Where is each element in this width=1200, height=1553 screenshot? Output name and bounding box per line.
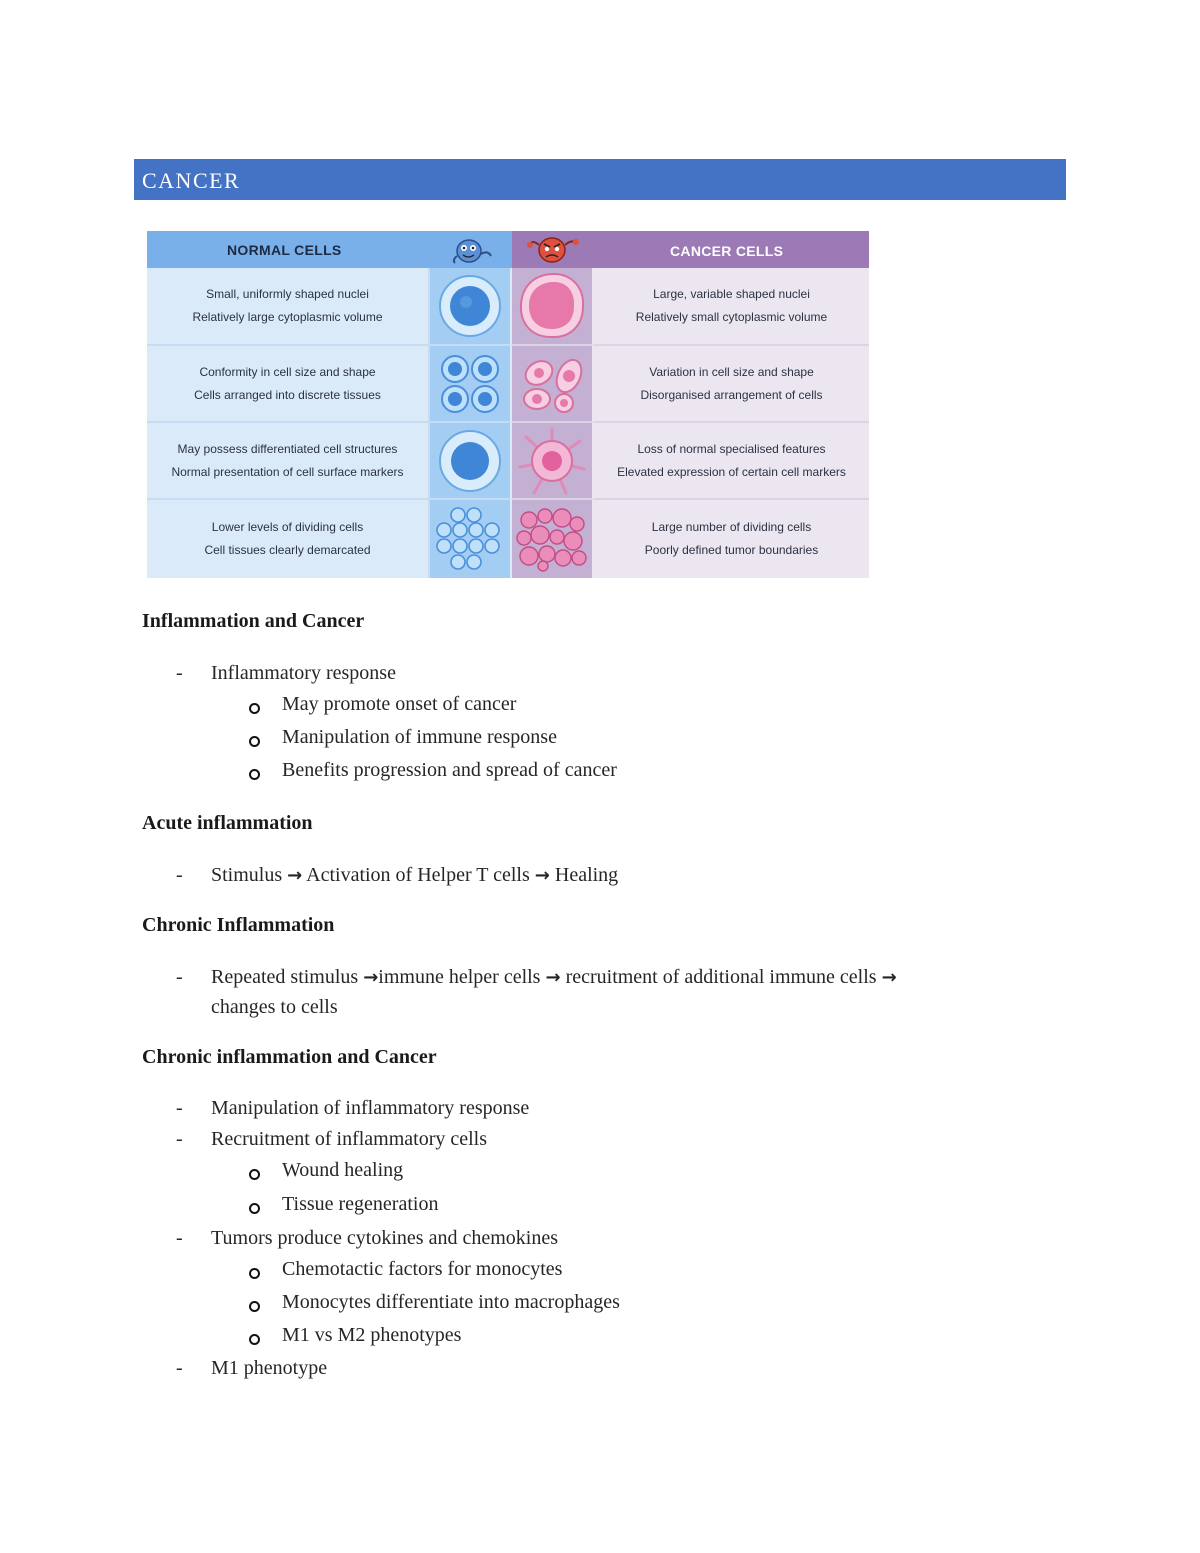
cancer-tissue-image [512,346,594,423]
cancer-row-3-text [594,423,869,500]
cancer-row-3-line-1: Loss of normal specialised features [637,441,826,456]
normal-row-4-line-2: Cell tissues clearly demarcated [204,543,371,557]
section-title: CANCER [142,168,241,193]
flow-step-text: recruitment of additional immune cells [560,966,882,988]
cancer-cells-title: CANCER CELLS [670,243,784,259]
sub-list-item: Manipulation of immune response [282,726,557,748]
differentiated-cell-icon [435,426,505,496]
list-item-continuation: changes to cells [211,996,338,1018]
circle-bullet-icon [249,1301,260,1312]
sub-list-item: Tissue regeneration [282,1193,439,1215]
dash-bullet: - [176,864,183,886]
sub-list-item: Wound healing [282,1159,404,1181]
cancer-undifferentiated-image [512,423,594,500]
circle-bullet-icon [249,1268,260,1279]
angry-cell-mascot-icon [526,233,582,266]
cancer-row-3-line-2: Elevated expression of certain cell markers [617,464,846,479]
dash-bullet: - [176,1227,183,1249]
normal-row-1-line-2: Relatively large cytoplasmic volume [192,310,383,324]
normal-cells-title: NORMAL CELLS [227,242,342,258]
circle-bullet-icon [249,1169,260,1180]
list-item: M1 phenotype [211,1357,328,1379]
right-arrow-icon: → [881,967,897,988]
list-item: Recruitment of inflammatory cells [211,1128,488,1150]
normal-differentiated-image [430,423,512,500]
cancer-row-1-line-1: Large, variable shaped nuclei [653,287,810,301]
section-title-banner [134,159,1066,200]
dash-bullet: - [176,662,183,684]
circle-bullet-icon [249,1334,260,1345]
cancer-nucleus-image [512,268,594,346]
normal-row-3-text [147,423,430,500]
variable-cells-icon [517,351,587,417]
list-item: Tumors produce cytokines and chemokines [211,1227,558,1249]
cancer-row-1-text [594,268,869,346]
dash-bullet: - [176,1128,183,1150]
normal-dividing-image [430,500,512,578]
cancer-dividing-image [512,500,594,578]
circle-bullet-icon [249,736,260,747]
spiky-cancer-cell-icon [516,425,588,497]
heading-acute-inflammation: Acute inflammation [142,812,313,834]
dash-bullet: - [176,966,183,988]
cancer-row-2-line-1: Variation in cell size and shape [649,364,814,379]
sub-list-item: M1 vs M2 phenotypes [282,1324,462,1346]
flow-step-text: Activation of Helper T cells [302,864,535,886]
cancer-row-4-line-2: Poorly defined tumor boundaries [644,543,819,557]
right-arrow-icon: → [534,865,550,886]
cancer-row-2-line-2: Disorganised arrangement of cells [640,387,823,402]
list-item [211,966,897,989]
normal-row-2-text [147,346,430,423]
normal-cells-header [147,231,512,268]
uniform-cells-icon [438,352,502,416]
sub-list-item: Benefits progression and spread of cancer [282,759,617,781]
cancer-row-4-text [594,500,869,578]
cancer-row-1-line-2: Relatively small cytoplasmic volume [635,310,828,324]
cancer-cell-icon [516,270,588,342]
normal-row-1-text [147,268,430,346]
flow-step-text: Repeated stimulus [211,966,364,988]
list-item: Manipulation of inflammatory response [211,1097,530,1119]
list-item: Inflammatory response [211,662,396,684]
normal-row-4-text [147,500,430,578]
list-item [211,864,618,887]
normal-row-1-line-1: Small, uniformly shaped nuclei [206,287,369,301]
sub-list-item: May promote onset of cancer [282,693,517,715]
normal-row-2-line-1: Conformity in cell size and shape [199,364,376,379]
flow-step-text: Healing [549,864,619,886]
heading-inflammation-and-cancer: Inflammation and Cancer [142,610,365,632]
normal-tissue-image [430,346,512,423]
normal-row-2-line-2: Cells arranged into discrete tissues [194,387,381,402]
right-arrow-icon: → [545,967,561,988]
normal-nucleus-image [430,268,512,346]
circle-bullet-icon [249,703,260,714]
normal-row-4-line-1: Lower levels of dividing cells [211,520,364,534]
circle-bullet-icon [249,769,260,780]
right-arrow-icon: → [287,865,303,886]
normal-vs-cancer-cells-figure [147,231,869,578]
normal-row-3-line-1: May possess differentiated cell structures [177,441,398,456]
heading-chronic-inflammation: Chronic Inflammation [142,914,335,936]
flow-step-text: immune helper cells [378,966,546,988]
organized-cell-cluster-icon [434,506,506,572]
heading-chronic-inflammation-and-cancer: Chronic inflammation and Cancer [142,1046,437,1068]
dash-bullet: - [176,1357,183,1379]
cancer-row-4-line-1: Large number of dividing cells [651,520,812,534]
normal-row-3-line-2: Normal presentation of cell surface markers [171,464,404,479]
normal-cell-icon [435,271,505,341]
sub-list-item: Chemotactic factors for monocytes [282,1258,563,1280]
sub-list-item: Monocytes differentiate into macrophages [282,1291,620,1313]
flow-step-text: Stimulus [211,864,288,886]
cancer-cells-header [512,231,869,268]
happy-cell-mascot-icon [447,234,495,266]
dash-bullet: - [176,1097,183,1119]
cancer-row-2-text [594,346,869,423]
disorganized-cell-cluster-icon [515,506,589,572]
right-arrow-icon: → [363,967,379,988]
circle-bullet-icon [249,1203,260,1214]
